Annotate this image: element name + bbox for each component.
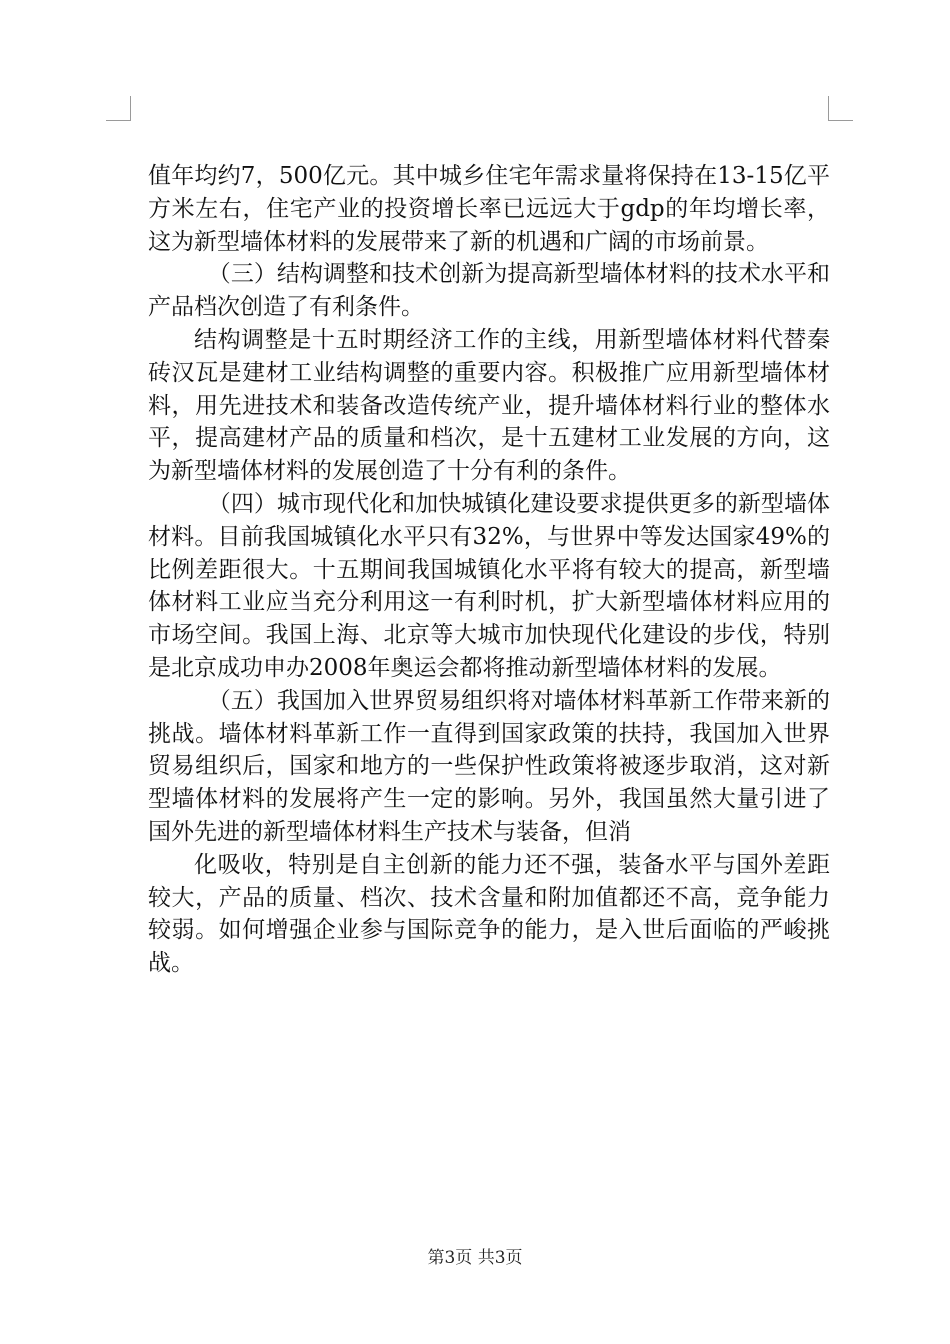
page-number-footer: 第3页 共3页 (427, 1248, 523, 1268)
crop-mark-top-right (828, 96, 853, 121)
paragraph-structure-adjustment: 结构调整是十五时期经济工作的主线，用新型墙体材料代替秦砖汉瓦是建材工业结构调整的重要内容。积极推广应用新型墙体材料，用先进技术和装备改造传统产业，提升墙体材料行业的整体水平，提高建材产品的质量和档次，是十五建材工业发展的方向，这为新型墙体材料的发展创造了十分有利的条件。 (148, 326, 830, 485)
section-heading-three: （三）结构调整和技术创新为提高新型墙体材料的技术水平和产品档次创造了有利条件。 (148, 261, 830, 321)
document-body (148, 160, 830, 980)
paragraph-wto-challenge: 化吸收，特别是自主创新的能力还不强，装备水平与国外差距较大，产品的质量、档次、技术含量和附加值都还不高，竞争能力较弱。如何增强企业参与国际竞争的能力，是入世后面临的严峻挑战。 (148, 851, 830, 977)
section-heading-five: （五）我国加入世界贸易组织将对墙体材料革新工作带来新的挑战。墙体材料革新工作一直得到国家政策的扶持，我国加入世界贸易组织后，国家和地方的一些保护性政策将被逐步取消，这对新型墙体材料的发展将产生一定的影响。另外，我国虽然大量引进了国外先进的新型墙体材料生产技术与装备，但消 (148, 687, 830, 845)
section-heading-four: （四）城市现代化和加快城镇化建设要求提供更多的新型墙体材料。目前我国城镇化水平只有32%，与世界中等发达国家49%的比例差距很大。十五期间我国城镇化水平将有较大的提高，新型墙体材料工业应当充分利用这一有利时机，扩大新型墙体材料应用的市场空间。我国上海、北京等大城市加快现代化建设的步伐，特别是北京成功申办2008年奥运会都将推动新型墙体材料的发展。 (148, 490, 830, 681)
crop-mark-top-left (106, 96, 131, 121)
paragraph-continuation: 值年均约7，500亿元。其中城乡住宅年需求量将保持在13-15亿平方米左右，住宅产业的投资增长率已远远大于gdp的年均增长率，这为新型墙体材料的发展带来了新的机遇和广阔的市场前景。 (148, 163, 830, 255)
